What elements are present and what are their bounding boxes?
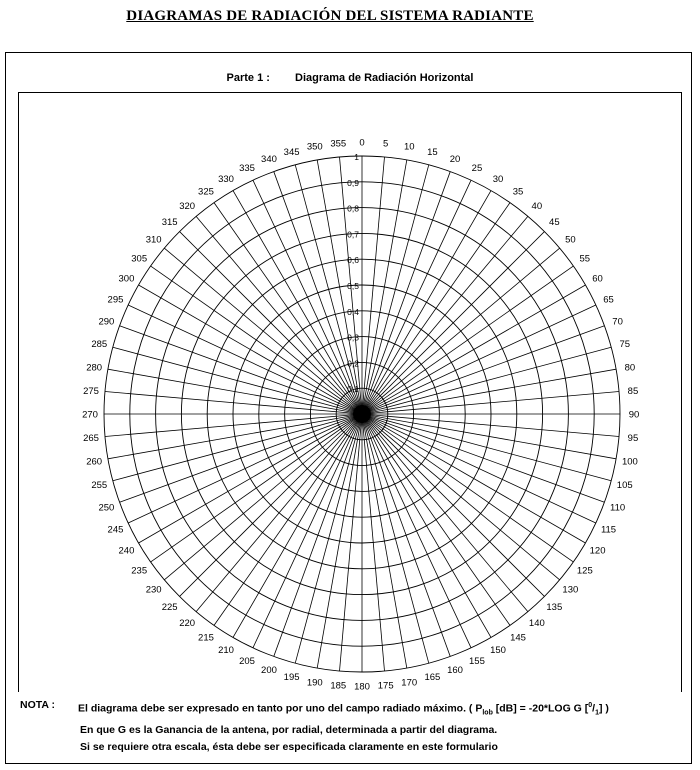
- angle-label: 230: [145, 584, 162, 596]
- angle-label: 200: [261, 665, 277, 677]
- angle-label: 355: [330, 138, 347, 150]
- angle-label: 70: [612, 316, 623, 328]
- angle-label: 85: [627, 385, 639, 397]
- angle-label: 265: [83, 433, 99, 445]
- angle-label: 140: [528, 617, 545, 629]
- angle-label: 95: [627, 433, 639, 445]
- angle-label: 120: [589, 545, 606, 557]
- angle-label: 20: [449, 153, 461, 165]
- angle-label: 60: [592, 273, 603, 285]
- part-label: Parte 1 :: [226, 72, 270, 84]
- angle-label: 35: [512, 186, 524, 198]
- angle-label: 245: [107, 524, 124, 536]
- angle-label: 340: [261, 153, 277, 165]
- note-sup: 0: [588, 702, 593, 709]
- note-line-2: En que G es la Ganancia de la antena, por radial, determinada a partir del diagrama.: [80, 723, 498, 736]
- angle-spoke: [113, 414, 362, 481]
- angle-label: 150: [490, 645, 506, 657]
- angle-label: 205: [239, 656, 255, 668]
- note-line-1: [18, 697, 693, 722]
- radial-tick-label: 0,5: [347, 281, 359, 291]
- radial-tick-label: 0,3: [347, 332, 359, 343]
- angle-label: 300: [118, 273, 135, 285]
- angle-label: 295: [107, 294, 124, 306]
- angle-label: 55: [579, 253, 591, 265]
- note-text: [dB] = -20*LOG G [: [492, 702, 589, 715]
- angle-label: 260: [86, 456, 103, 468]
- note-label: NOTA :: [20, 699, 55, 711]
- angle-label: 330: [218, 173, 234, 185]
- angle-label: 305: [131, 253, 148, 265]
- angle-label: 145: [510, 632, 526, 644]
- note-text: El diagrama debe ser expresado en tanto por uno del campo radiado máximo. ( P: [78, 702, 483, 715]
- angle-label: 215: [198, 632, 214, 644]
- angle-label: 40: [531, 201, 543, 213]
- angle-label: 195: [283, 672, 300, 684]
- angle-spoke: [362, 414, 611, 481]
- radial-tick-label: 0,9: [347, 177, 359, 188]
- angle-label: 310: [145, 234, 162, 246]
- radial-tick-label: 0,7: [347, 229, 359, 240]
- angle-label: 15: [427, 146, 438, 158]
- angle-label: 0: [359, 137, 365, 149]
- angle-label: 350: [306, 141, 323, 153]
- note-line-3: Si se requiere otra escala, ésta debe ser especificada claramente en este formulario: [80, 740, 498, 753]
- angle-label: 250: [98, 502, 115, 514]
- angle-label: 45: [549, 217, 560, 229]
- note-block: [18, 697, 693, 756]
- angle-label: 185: [330, 680, 347, 692]
- angle-label: 25: [471, 162, 483, 174]
- angle-label: 30: [492, 173, 504, 185]
- angle-label: 240: [118, 545, 135, 557]
- angle-label: 5: [383, 138, 389, 150]
- angle-spoke: [362, 414, 429, 663]
- radial-tick-label: 0,6: [347, 255, 359, 266]
- angle-label: 100: [621, 456, 638, 468]
- angle-label: 160: [447, 665, 463, 677]
- angle-label: 255: [91, 479, 108, 491]
- angle-label: 80: [624, 362, 636, 374]
- note-sub: 1: [595, 709, 599, 717]
- part-title: Diagrama de Radiación Horizontal: [295, 72, 474, 84]
- angle-label: 50: [565, 234, 576, 246]
- angle-label: 280: [86, 362, 103, 374]
- angle-label: 320: [179, 201, 196, 213]
- radial-tick-label: 0,1: [347, 384, 359, 395]
- angle-label: 65: [603, 294, 614, 306]
- angle-label: 325: [198, 186, 214, 198]
- note-row-1: [18, 697, 693, 722]
- angle-label: 170: [401, 677, 418, 689]
- angle-label: 210: [218, 645, 234, 657]
- angle-label: 290: [98, 316, 115, 328]
- angle-label: 190: [306, 677, 323, 689]
- angle-label: 235: [131, 565, 148, 577]
- angle-label: 135: [546, 601, 563, 613]
- radial-tick-label: 0,2: [347, 358, 359, 369]
- radial-tick-label: 0,8: [347, 203, 359, 214]
- angle-label: 105: [616, 479, 633, 491]
- angle-label: 155: [469, 656, 485, 668]
- angle-label: 130: [562, 584, 579, 596]
- angle-spoke: [362, 165, 429, 414]
- center-marker: [353, 405, 371, 423]
- angle-label: 335: [239, 162, 255, 174]
- radial-tick-label: 1: [354, 152, 359, 162]
- angle-label: 270: [82, 409, 98, 421]
- angle-label: 115: [600, 524, 617, 536]
- angle-label: 175: [377, 680, 394, 692]
- angle-label: 315: [161, 217, 178, 229]
- angle-label: 285: [91, 339, 108, 351]
- angle-spoke: [362, 347, 611, 414]
- angle-label: 10: [403, 141, 415, 153]
- angle-label: 220: [179, 617, 196, 629]
- angle-label: 180: [354, 681, 370, 693]
- angle-label: 125: [576, 565, 593, 577]
- angle-label: 75: [619, 339, 631, 351]
- radial-tick-label: 0,4: [347, 306, 359, 317]
- angle-label: 225: [161, 601, 178, 613]
- angle-label: 345: [283, 146, 300, 158]
- note-text: /: [592, 702, 596, 715]
- angle-spoke: [113, 347, 362, 414]
- angle-label: 90: [628, 409, 640, 421]
- angle-spoke: [295, 414, 362, 663]
- angle-label: 275: [83, 385, 99, 397]
- note-sub: lob: [482, 709, 493, 717]
- page-title: DIAGRAMAS DE RADIACIÓN DEL SISTEMA RADIANTE: [126, 8, 534, 24]
- angle-label: 110: [610, 502, 626, 514]
- note-text: ] ): [598, 702, 609, 715]
- angle-label: 165: [424, 672, 441, 684]
